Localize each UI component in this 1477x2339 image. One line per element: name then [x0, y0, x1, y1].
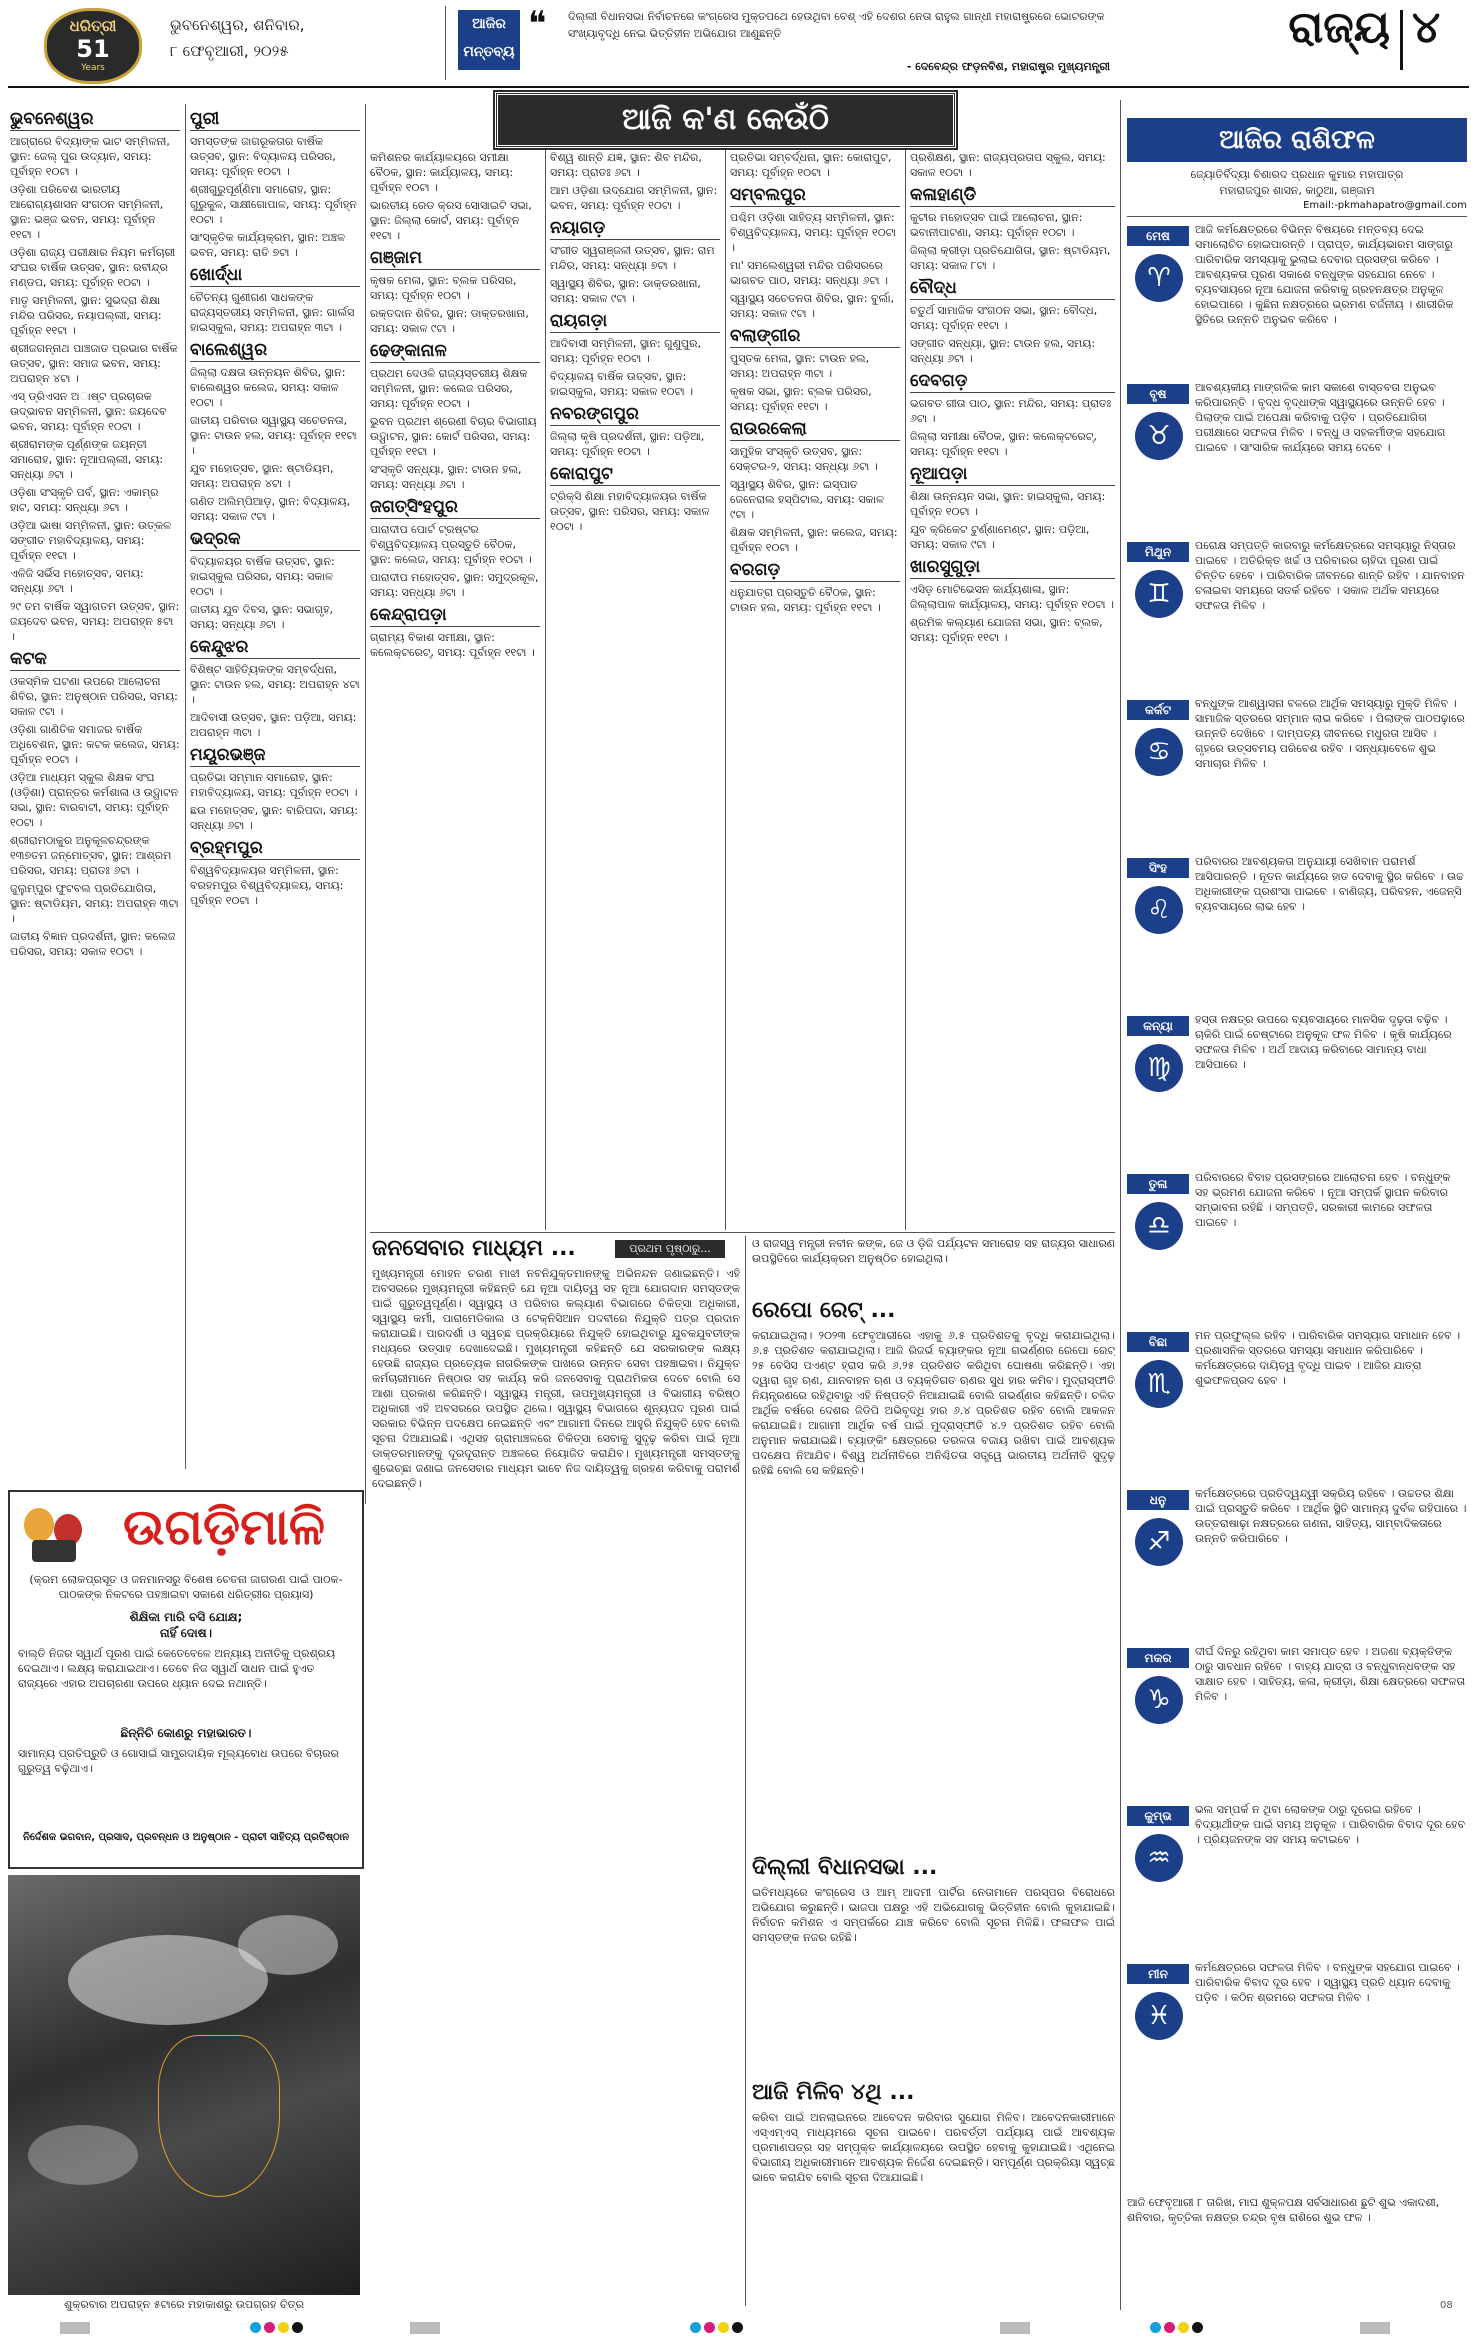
- rashi-name: କୁମ୍ଭ: [1127, 1806, 1189, 1826]
- events-column-4: [550, 150, 720, 1230]
- page-code: 08: [1440, 2300, 1453, 2311]
- aaji-title: ଆଜି ମିଳିବ ୪ଥି ...: [752, 2080, 915, 2105]
- color-dot-cyan: [250, 2322, 261, 2333]
- rashifal-address: ମହାରାଜପୁର ଶାସନ, କାଠୁଆ, ଗଞ୍ଜାମ: [1219, 184, 1375, 197]
- rashi-prediction: ଆଜି କର୍ମକ୍ଷେତ୍ରରେ ବିଭିନ୍ନ ବିଷୟରେ ମନ୍ତବ୍ୟ ଦେଇ ସମାଲୋଚିତ ହୋଇପାରନ୍ତି । ପ୍ରାପ୍ତ, କାର୍ଯ୍ୟଭାରମ ସାଙ୍ଗରୁ ପାରିବାରିକ ସମସ୍ୟାକୁ ଭୁଲାଇ ଦେବାର ପ୍ରସଙ୍ଗ କରିବେ । ଆବଶ୍ୟକତା ପୂରଣ ସକାଶେ ବନ୍ଧୁଙ୍କ ସହଯୋଗ ନେବେ । ବ୍ୟବସାୟରେ ନୂଆ ଯୋଜନା କରିବାକୁ ଗ୍ରହନକ୍ଷତ୍ର ଅନୁକୂଳ ହୋଇପାରେ । କୁଛିନା ନକ୍ଷତ୍ରରେ ଭ୍ରମଣ ବର୍ଜନୀୟ । ଶାରୀରିକ ସ୍ଥିତିରେ ଉନ୍ନତି ଅନୁଭବ କରିବେ ।: [1195, 223, 1454, 326]
- repo-title: ରେପୋ ରେଟ୍ ...: [752, 1298, 896, 1323]
- ugadimali-title: ଉଗଡ଼ିମାଳି: [123, 1498, 325, 1556]
- event-item: ଗଣିତ ଅଲିମ୍ପିଆଡ଼, ସ୍ଥାନ: ବିଦ୍ୟାଳୟ, ସମୟ: ସକାଳ ୯ଟା ।: [190, 495, 351, 523]
- event-item: ଛଉ ମହୋତ୍ସବ, ସ୍ଥାନ: ବାରିପଦା, ସମୟ: ସନ୍ଧ୍ୟା ୬ଟା ।: [190, 804, 358, 832]
- event-item: ଜିଲ୍ଲା ସମୀକ୍ଷା ବୈଠକ, ସ୍ଥାନ: କଲେକ୍ଟରେଟ୍, ସମୟ: ପୂର୍ବାହ୍ନ ୧୧ଟା ।: [910, 430, 1097, 458]
- comment-label: [458, 10, 520, 70]
- rashi-name: କର୍କଟ: [1127, 700, 1189, 720]
- city-heading: ମୟୂରଭଞ୍ଜ: [190, 744, 360, 767]
- registration-bar: [1000, 2322, 1030, 2334]
- city-heading: କୋରାପୁଟ: [550, 463, 720, 486]
- rashifal-list: [1127, 222, 1467, 2137]
- rashi-prediction: କର୍ମକ୍ଷେତ୍ରରେ ପ୍ରତିଦ୍ୱନ୍ଦ୍ୱୀ ସକ୍ରିୟ ରହିବେ । ଉଚ୍ଚତର ଶିକ୍ଷା ପାଇଁ ପ୍ରସ୍ତୁତି କରିବେ । ଆର୍ଥିକ ସ୍ଥିତି ସାମାନ୍ୟ ଦୁର୍ବଳ ରହିପାରେ । ଉତ୍ତରାଷାଢ଼ା ନକ୍ଷତ୍ରରେ ଗଣନା, ସାହିତ୍ୟ, ସାମ୍ବାଦିକତାରେ ଉନ୍ନତି କରିପାରିବେ ।: [1195, 1487, 1467, 1545]
- logo-years-label: Years: [81, 63, 105, 73]
- rashi-name: କନ୍ୟା: [1127, 1016, 1189, 1036]
- rashi-item: [1127, 1328, 1467, 1486]
- column-rule: [185, 104, 186, 1469]
- zodiac-icon: ♎: [1135, 1202, 1183, 1250]
- rashi-item: [1127, 1960, 1467, 2118]
- city-heading: କଳାହାଣ୍ଡି: [910, 184, 1115, 207]
- rashi-name: ମୀନ: [1127, 1964, 1189, 1984]
- cartoon-face-icon: [18, 1504, 88, 1564]
- city-heading: ଭୁବନେଶ୍ୱର: [10, 108, 180, 131]
- masthead: [0, 0, 1477, 86]
- city-heading: ନୂଆପଡ଼ା: [910, 463, 1115, 486]
- dateline: [170, 12, 370, 64]
- rashi-name: ମେଷ: [1127, 226, 1189, 246]
- janseva-title: ଜନସେବାର ମାଧ୍ୟମ ...: [372, 1236, 576, 1261]
- zodiac-icon: ♓: [1135, 1992, 1183, 2040]
- masthead-divider: [445, 6, 446, 80]
- event-item: ସାଂସ୍କୃତିକ କାର୍ଯ୍ୟକ୍ରମ, ସ୍ଥାନ: ଅଞ୍ଚଳ ଭବନ, ସମୟ: ରାତି ୭ଟା ।: [190, 231, 346, 259]
- event-item: କୃଷକ ମେଳା, ସ୍ଥାନ: ବ୍ଲକ ପରିସର, ସମୟ: ପୂର୍ବାହ୍ନ ୧୦ଟା ।: [370, 274, 517, 302]
- column-rule: [1120, 100, 1121, 2310]
- city-heading: ଭଦ୍ରକ: [190, 528, 360, 551]
- event-item: ମାତୃ ସମ୍ମିଳନୀ, ସ୍ଥାନ: ସୁଭଦ୍ରା ଶିକ୍ଷା ମନ୍ଦିର ପରିସର, ନୟାପଲ୍ଲୀ, ସମୟ: ପୂର୍ବାହ୍ନ ୧୧ଟା ।: [10, 294, 162, 337]
- zodiac-icon: ♌: [1135, 886, 1183, 934]
- color-dot-yellow: [278, 2322, 289, 2333]
- event-item: ଆଦିବାସୀ ସମ୍ମିଳନୀ, ସ୍ଥାନ: ଗୁଣୁପୁର, ସମୟ: ପୂର୍ବାହ୍ନ ୧୦ଟା ।: [550, 337, 701, 365]
- events-column-3: [370, 150, 540, 1230]
- event-item: ପଶ୍ଚିମ ଓଡ଼ିଶା ସାହିତ୍ୟ ସମ୍ମିଳନୀ, ସ୍ଥାନ: ବିଶ୍ୱବିଦ୍ୟାଳୟ, ସମୟ: ପୂର୍ବାହ୍ନ ୧୦ଟା ।: [730, 211, 896, 254]
- event-item: ଗ୍ରାମ୍ୟ ବିକାଶ ସମୀକ୍ଷା, ସ୍ଥାନ: କଲେକ୍ଟରେଟ୍, ସମୟ: ପୂର୍ବାହ୍ନ ୧୧ଟା ।: [370, 631, 535, 659]
- janseva-body: ମୁଖ୍ୟମନ୍ତ୍ରୀ ମୋହନ ଚରଣ ମାଝୀ ନବନିଯୁକ୍ତମାନଙ୍କୁ ଅଭିନନ୍ଦନ ଜଣାଇଛନ୍ତି। ଏହି ଅବସରରେ ମୁଖ୍ୟମନ୍ତ୍ରୀ କହିଛନ୍ତି ଯେ ନୂଆ ଦାୟିତ୍ୱ ସହ ନୂଆ ଯୋଗଦାନ ସମସ୍ତଙ୍କ ପାଇଁ ଗୁରୁତ୍ୱପୂର୍ଣ୍ଣ। ସ୍ୱାସ୍ଥ୍ୟ ଓ ପରିବାର କଲ୍ୟାଣ ବିଭାଗରେ ଚିକିତ୍ସା ଅଧିକାରୀ, ସ୍ୱାସ୍ଥ୍ୟ କର୍ମୀ, ପାରାମେଡିକାଲ ଓ ଟେକ୍ନିସିଆନ ପଦବୀରେ ନିଯୁକ୍ତି ପତ୍ର ପ୍ରଦାନ କରାଯାଇଛି। ପାରଦର୍ଶୀ ଓ ସ୍ୱଚ୍ଛ ପ୍ରକ୍ରିୟାରେ ନିଯୁକ୍ତି ହୋଇଥିବାରୁ ଯୁବକଯୁବତୀଙ୍କ ମଧ୍ୟରେ ଉତ୍ସାହ ଦେଖାଦେଇଛି। ମୁଖ୍ୟମନ୍ତ୍ରୀ କହିଛନ୍ତି ଯେ ସରକାରଙ୍କ ଲକ୍ଷ୍ୟ ହେଉଛି ରାଜ୍ୟର ପ୍ରତ୍ୟେକ ନାଗରିକଙ୍କ ପାଖରେ ଉନ୍ନତ ସେବା ପହଞ୍ଚାଇବା। ନିଯୁକ୍ତ କର୍ମଚାରୀମାନେ ନିଷ୍ଠାର ସହ କାର୍ଯ୍ୟ କରି ଜନସେବାକୁ ପ୍ରାଥମିକତା ଦେବେ ବୋଲି ସେ ଆଶା ପ୍ରକାଶ କରିଛନ୍ତି। ସ୍ୱାସ୍ଥ୍ୟ ମନ୍ତ୍ରୀ, ଉପମୁଖ୍ୟମନ୍ତ୍ରୀ ଓ ବିଭାଗୀୟ ବରିଷ୍ଠ ଅଧିକାରୀ ଏହି ଅବସରରେ ଉପସ୍ଥିତ ଥିଲେ। ସ୍ୱାସ୍ଥ୍ୟ ବିଭାଗରେ ଶୂନ୍ୟପଦ ପୂରଣ ପାଇଁ ସରକାର ବିଭିନ୍ନ ପଦକ୍ଷେପ ନେଇଛନ୍ତି ଏବଂ ଆଗାମୀ ଦିନରେ ଆହୁରି ନିଯୁକ୍ତି ହେବ ବୋଲି ସୂଚନା ଦିଆଯାଇଛି। ଏଥିସହ ଗ୍ରାମାଞ୍ଚଳରେ ଚିକିତ୍ସା ସେବାକୁ ସୁଦୃଢ଼ କରିବା ପାଇଁ ନୂଆ ଡାକ୍ତରମାନଙ୍କୁ ଦୂରଦୂରାନ୍ତ ଅଞ୍ଚଳରେ ନିୟୋଜିତ କରାଯିବ। ମୁଖ୍ୟମନ୍ତ୍ରୀ ସମସ୍ତଙ୍କୁ ଶୁଭେଚ୍ଛା ଜଣାଇ ଜନସେବାର ମାଧ୍ୟମ ଭାବେ ନିଜ ଦାୟିତ୍ୱକୁ ଗ୍ରହଣ କରିବାକୁ ପରାମର୍ଶ ଦେଇଛନ୍ତି।: [372, 1267, 740, 1490]
- event-item: ଚୈତନ୍ୟ ଗୁଣୀଗଣ ସାଧକଙ୍କ ରାଜ୍ୟସ୍ତରୀୟ ସମ୍ମିଳନୀ, ସ୍ଥାନ: ଗାର୍ଲସ ହାଇସ୍କୁଲ, ସମୟ: ଅପରାହ୍ନ ୩ଟା ।: [190, 291, 355, 334]
- event-item: ସଂଗୀତ ସ୍ୱରାଞ୍ଜଳୀ ଉତ୍ସବ, ସ୍ଥାନ: ରାମ ମନ୍ଦିର, ସମୟ: ସନ୍ଧ୍ୟା ୭ଟା ।: [550, 244, 715, 272]
- city-heading: ନୟାଗଡ଼: [550, 217, 720, 240]
- story-rule: [370, 1232, 1115, 1233]
- rashi-prediction: ଦୀର୍ଘ ଦିନରୁ ରହିଥିବା କାମ ସମାପ୍ତ ହେବ । ଅଜଣା ବ୍ୟକ୍ତିଙ୍କ ଠାରୁ ସାବଧାନ ରହିବେ । ବାହ୍ୟ ଯାତ୍ରା ଓ ବନ୍ଧୁବାନ୍ଧବଙ୍କ ସହ ସାକ୍ଷାତ ହେବ । ସାହିତ୍ୟ, କଳା, କ୍ରୀଡ଼ା, ଶିକ୍ଷା କ୍ଷେତ୍ରରେ ସଫଳତା ମିଳିବ ।: [1195, 1645, 1466, 1703]
- rashi-item: [1127, 696, 1467, 854]
- event-item: ପୁସ୍ତକ ମେଳା, ସ୍ଥାନ: ଟାଉନ ହଲ, ସମୟ: ଅପରାହ୍ନ ୩ଟା ।: [730, 352, 870, 380]
- rashifal-email: Email:-pkmahapatro@gmail.com: [1303, 200, 1467, 211]
- events-column-6: [910, 150, 1115, 1230]
- column-rule: [365, 104, 366, 1504]
- event-item: ସାମୁହିକ ସଂସ୍କୃତି ଉତ୍ସବ, ସ୍ଥାନ: ସେକ୍ଟର-୨, ସମୟ: ସନ୍ଧ୍ୟା ୬ଟା ।: [730, 445, 878, 473]
- rashi-prediction: ପରିବାରରେ ବିବାହ ପ୍ରସଙ୍ଗରେ ଆଲୋଚନା ହେବ । ବନ୍ଧୁଙ୍କ ସହ ଭ୍ରମଣ ଯୋଜନା କରିବେ । ନୂଆ ସମ୍ପର୍କ ସ୍ଥାପନ କରିବାର ସମ୍ଭାବନା ରହିଛି । ସମ୍ପତ୍ତି, ସରକାରୀ କାମରେ ସଫଳତା ପାଇବେ ।: [1195, 1171, 1451, 1229]
- event-item: ମା' ସମଲେଶ୍ୱରୀ ମନ୍ଦିର ପରିସରରେ ଭାଗବତ ପାଠ, ସମୟ: ସନ୍ଧ୍ୟା ୬ଟା ।: [730, 259, 888, 287]
- continued-label: ପ୍ରଥମ ପୃଷ୍ଠାରୁ...: [615, 1240, 725, 1258]
- zodiac-icon: ♐: [1135, 1518, 1183, 1566]
- city-heading: ସମ୍ବଲପୁର: [730, 184, 900, 207]
- column-rule: [745, 1236, 746, 2306]
- event-item: ଓଡ଼ିଶା ଗାଣିତିକ ସମାଜର ବାର୍ଷିକ ଅଧିବେଶନ, ସ୍ଥାନ: କଟକ କଲେଜ, ସମୟ: ପୂର୍ବାହ୍ନ ୧୦ଟା ।: [10, 723, 180, 766]
- event-item: ଜୁଲୁମ୍ପୁର ଫୁଟବଲ ପ୍ରତିଯୋଗିତା, ସ୍ଥାନ: ଷ୍ଟାଡିୟମ, ସମୟ: ଅପରାହ୍ନ ୩ଟା ।: [10, 882, 179, 925]
- registration-bar: [1360, 2322, 1390, 2334]
- event-item: ଜାତୀୟ ଯୁବ ଦିବସ, ସ୍ଥାନ: ସଭାଗୃହ, ସମୟ: ସନ୍ଧ୍ୟା ୬ଟା ।: [190, 603, 334, 631]
- rashi-prediction: ହସ୍ତା ନକ୍ଷତ୍ର ଉପରେ ବ୍ୟବସାୟରେ ମାନସିକ ଦୃଢ଼ତା ବଢ଼ିବ । ଚାକିରି ପାଇଁ ଚେଷ୍ଟାରେ ଅନୁକୂଳ ଫଳ ମିଳିବ । କୃଷି କାର୍ଯ୍ୟରେ ସଫଳତା ମିଳିବ । ଅର୍ଥ ଆଦାୟ କରିବାରେ ସାମାନ୍ୟ ବାଧା ଆସିପାରେ ।: [1195, 1013, 1452, 1071]
- event-item: ଶ୍ରୀରାମଙ୍କ ପୂର୍ଣ୍ଣଙ୍କ ଜୟନ୍ତୀ ସମାରୋହ, ସ୍ଥାନ: ନୂଆପଲ୍ଲୀ, ସମୟ: ସନ୍ଧ୍ୟା ୬ଟା ।: [10, 438, 164, 481]
- section-divider: [1400, 10, 1403, 70]
- rashi-item: [1127, 1012, 1467, 1170]
- event-item: ପାରାଦୀପ ମହୋତ୍ସବ, ସ୍ଥାନ: ସମୁଦ୍ରକୂଳ, ସମୟ: ସନ୍ଧ୍ୟା ୬ଟା ।: [370, 571, 539, 599]
- event-item: ଜାତୀୟ ବିଜ୍ଞାନ ପ୍ରଦର୍ଶନୀ, ସ୍ଥାନ: କଲେଜ ପରିସର, ସମୟ: ସକାଳ ୧୦ଟା ।: [10, 930, 176, 958]
- ugadimali-heading-2: ନାହିଁ ଦୋଷ।: [159, 1626, 213, 1640]
- ugadimali-credit: ନିର୍ଦ୍ଦେଶକ ଭଗବାନ, ପ୍ରସାଦ, ପ୍ରବନ୍ଧନ ଓ ଅନୁଷ୍ଠାନ - ପ୍ରାଚୀ ସାହିତ୍ୟ ପ୍ରତିଷ୍ଠାନ: [22, 1832, 350, 1843]
- rashi-item: [1127, 1644, 1467, 1802]
- rashifal-author: ଜ୍ୟୋତିର୍ବିଦ୍ୟା ବିଶାରଦ ପ୍ରଧାନ କୁମାର ମହାପାତ୍ର: [1190, 168, 1404, 181]
- ugadimali-heading-3: ଛିନ୍ନିଚି କୋଣରୁ ମହାଭାରତ।: [120, 1726, 252, 1740]
- rashi-item: [1127, 538, 1467, 696]
- aaji-body: କରିବା ପାଇଁ ଅନଲାଇନରେ ଆବେଦନ କରିବାର ସୁଯୋଗ ମିଳିବ। ଆବେଦନକାରୀମାନେ ଏସ୍‌ଏମ୍‌ଏସ୍ ମାଧ୍ୟମରେ ସୂଚନା ପାଇବେ। ପରବର୍ତ୍ତୀ ପର୍ଯ୍ୟାୟ ପାଇଁ ଆବଶ୍ୟକ ପ୍ରମାଣପତ୍ର ସହ ସମ୍ପୃକ୍ତ କାର୍ଯ୍ୟାଳୟରେ ଉପସ୍ଥିତ ହେବାକୁ କୁହାଯାଇଛି। ଏଥିନେଇ ବିଭାଗୀୟ ଅଧିକାରୀମାନେ ଆବଶ୍ୟକ ନିର୍ଦ୍ଦେଶ ଦେଇଛନ୍ତି। ସମ୍ପୂର୍ଣ୍ଣ ପ୍ରକ୍ରିୟା ସ୍ୱଚ୍ଛ ଭାବେ କରାଯିବ ବୋଲି ସୂଚନା ଦିଆଯାଇଛି।: [752, 2111, 1115, 2184]
- zodiac-icon: ♑: [1135, 1676, 1183, 1724]
- city-heading: ପୁରୀ: [190, 108, 360, 131]
- delhi-title: ଦିଲ୍ଲୀ ବିଧାନସଭା ...: [752, 1855, 938, 1880]
- zodiac-icon: ♉: [1135, 412, 1183, 460]
- event-item: ଓଡ଼ିଆ ମାଧ୍ୟମ ସ୍କୁଲ ଶିକ୍ଷକ ସଂଘ (ଓଡ଼ିଶା) ପ୍ରାନ୍ତର କର୍ମଶାଳା ଓ ଉଦ୍ଘାଟନ ସଭା, ସ୍ଥାନ: ବାରବାଟୀ, ସମୟ: ପୂର୍ବାହ୍ନ ୧୦ଟା ।: [10, 771, 179, 829]
- rashi-prediction: ପରୋକ୍ଷ ସମ୍ପତ୍ତି କାରବାରୁ କର୍ମକ୍ଷେତ୍ରରେ ସମସ୍ୟାରୁ ନିସ୍ତାର ପାଇବେ । ଅତିରିକ୍ତ ଖର୍ଚ୍ଚ ଓ ପରିବାରର ଚାହିଦା ପୂରଣ ପାଇଁ ଚିନ୍ତିତ ହେବେ । ପାରିବାରିକ ଜୀବନରେ ଶାନ୍ତି ରହିବ । ଯାନବାହନ ଚଳାଇବା ସମୟରେ ସତର୍କ ରହିବେ । ସକାଳ ଅର୍ଥକ ସମୟରେ ସଫଳତା ମିଳିବ ।: [1195, 539, 1465, 612]
- rashi-item: [1127, 1486, 1467, 1644]
- rashifal-title: ଆଜିର ରାଶିଫଳ: [1219, 125, 1375, 155]
- event-item: ବିଶ୍ୱ ଶାନ୍ତି ଯଜ୍ଞ, ସ୍ଥାନ: ଶିବ ମନ୍ଦିର, ସମୟ: ପ୍ରାତଃ ୬ଟା ।: [550, 151, 702, 179]
- quote-icon: ❝: [528, 4, 547, 44]
- event-item: ସ୍ୱାସ୍ଥ୍ୟ ଶିବିର, ସ୍ଥାନ: ଡାକ୍ତରଖାନା, ସମୟ: ସକାଳ ୯ଟା ।: [550, 277, 701, 305]
- event-item: ସଙ୍ଗୀତ ସନ୍ଧ୍ୟା, ସ୍ଥାନ: ଟାଉନ ହଲ, ସମୟ: ସନ୍ଧ୍ୟା ୬ଟା ।: [910, 337, 1096, 365]
- city-heading: ଜଗତ୍ସିଂହପୁର: [370, 496, 540, 519]
- color-dot-magenta: [1164, 2322, 1175, 2333]
- page-number: ୪: [1412, 2, 1441, 53]
- event-item: ଓଡ଼ିଶା ରାଜ୍ୟ ପରୀକ୍ଷାର ନିୟମ କର୍ମଚାରୀ ସଂଘର ବାର୍ଷିକ ଉତ୍ସବ, ସ୍ଥାନ: ରବୀନ୍ଦ୍ର ମଣ୍ଡପ, ସମୟ: ପୂର୍ବାହ୍ନ ୧୦ଟା ।: [10, 246, 176, 289]
- event-item: ଓଡ଼ିଆ ଭାଷା ସମ୍ମିଳନୀ, ସ୍ଥାନ: ଉତ୍କଳ ସଙ୍ଗୀତ ମହାବିଦ୍ୟାଳୟ, ସମୟ: ପୂର୍ବାହ୍ନ ୧୧ଟା ।: [10, 519, 172, 562]
- city-heading: ବୌଦ୍ଧ: [910, 277, 1115, 300]
- event-item: ଜିଲ୍ଲା ଦକ୍ଷତା ଉନ୍ନୟନ ଶିବିର, ସ୍ଥାନ: ବାଲେଶ୍ୱର କଲେଜ, ସମୟ: ସକାଳ ୧୦ଟା ।: [190, 366, 346, 409]
- color-dot-magenta: [264, 2322, 275, 2333]
- event-item: ଶ୍ରମିକ କଲ୍ୟାଣ ଯୋଜନା ସଭା, ସ୍ଥାନ: ବ୍ଲକ, ସମୟ: ପୂର୍ବାହ୍ନ ୧୧ଟା ।: [910, 616, 1103, 644]
- rashi-name: ସିଂହ: [1127, 858, 1189, 878]
- rashi-name: ମିଥୁନ: [1127, 542, 1189, 562]
- rashi-name: ବୃଷ: [1127, 384, 1189, 404]
- event-item: କୃଷକ ସଭା, ସ୍ଥାନ: ବ୍ଲକ ପରିସର, ସମୟ: ପୂର୍ବାହ୍ନ ୧୧ଟା ।: [730, 385, 872, 413]
- rashi-prediction: କର୍ମକ୍ଷେତ୍ରରେ ସଫଳତା ମିଳିବ । ବନ୍ଧୁଙ୍କ ସହଯୋଗ ପାଇବେ । ପାରିବାରିକ ବିବାଦ ଦୂର ହେବ । ସ୍ୱାସ୍ଥ୍ୟ ପ୍ରତି ଧ୍ୟାନ ଦେବାକୁ ପଡ଼ିବ । କଠିନ ଶ୍ରମରେ ସଫଳତା ମିଳିବ ।: [1195, 1961, 1460, 2004]
- registration-bar: [410, 2322, 440, 2334]
- event-item: ଏସିଡ଼ ମୋଟିଭେସନ କାର୍ଯ୍ୟଶାଳା, ସ୍ଥାନ: ଜିଲ୍ଲାପାଳ କାର୍ଯ୍ୟାଳୟ, ସମୟ: ପୂର୍ବାହ୍ନ ୧୦ଟା ।: [910, 583, 1114, 611]
- event-item: ବିଶିଷ୍ଟ ସାହିତ୍ୟିକଙ୍କ ସମ୍ବର୍ଦ୍ଧନା, ସ୍ଥାନ: ଟାଉନ ହଲ, ସମୟ: ଅପରାହ୍ନ ୪ଟା ।: [190, 663, 360, 706]
- zodiac-icon: ♒: [1135, 1834, 1183, 1882]
- color-dot-yellow: [718, 2322, 729, 2333]
- event-item: ଶ୍ରୀଗୁରୁପୂର୍ଣ୍ଣିମା ସମାରୋହ, ସ୍ଥାନ: ଗୁରୁକୁଳ, ସାକ୍ଷୀଗୋପାଳ, ସମୟ: ପୂର୍ବାହ୍ନ ୧୦ଟା ।: [190, 183, 357, 226]
- satellite-caption: ଶୁକ୍ରବାର ଅପରାହ୍ନ ୫ଟାରେ ମହାକାଶରୁ ଉପଗ୍ରହ ଚିତ୍ର: [64, 2298, 304, 2311]
- city-heading: ବ୍ରହ୍ମପୁର: [190, 837, 360, 860]
- ugadimali-paragraph-2: ସାମାନ୍ୟ ପ୍ରତିପ୍ରୁତି ଓ ଗୋସାଇଁ ସାମ୍ପ୍ରଦାୟିକ ମୂଲ୍ୟବୋଧ ଉପରେ ବିଚାରର ଗୁରୁତ୍ୱ ବଢ଼ିଥାଏ।: [18, 1747, 339, 1775]
- event-item: ୨୯ ତମ ବାର୍ଷିକ ସ୍ୱାଗତମ ଉତ୍ସବ, ସ୍ଥାନ: ଜୟଦେବ ଭବନ, ସମୟ: ଅପରାହ୍ନ ୫ଟା ।: [10, 600, 180, 643]
- event-item: ଓଡ଼ିଶା ପରିବେଶ ଭାରତୀୟ ଆରୋଗ୍ୟଶାସନ ସଂଗଠନ ସମ୍ମିଳନୀ, ସ୍ଥାନ: ଭଞ୍ଜ ଭବନ, ସମୟ: ପୂର୍ବାହ୍ନ ୧୧ଟା ।: [10, 183, 164, 241]
- zodiac-icon: ♊: [1135, 570, 1183, 618]
- event-item: ଜାତୀୟ ପରିବାର ସ୍ୱାସ୍ଥ୍ୟ ସଚେତନତା, ସ୍ଥାନ: ଟାଉନ ହଲ, ସମୟ: ପୂର୍ବାହ୍ନ ୧୧ଟା ।: [190, 414, 357, 457]
- event-item: ଜିଲ୍ଲା କ୍ରୀଡ଼ା ପ୍ରତିଯୋଗିତା, ସ୍ଥାନ: ଷ୍ଟାଡିୟମ, ସମୟ: ସକାଳ ୮ଟା ।: [910, 244, 1111, 272]
- event-item: ବିଶ୍ୱବିଦ୍ୟାଳୟର ସମ୍ମିଳନୀ, ସ୍ଥାନ: ବରହମପୁର ବିଶ୍ୱବିଦ୍ୟାଳୟ, ସମୟ: ପୂର୍ବାହ୍ନ ୧୦ଟା ।: [190, 864, 344, 907]
- event-item: ଭଗବତ ଗୀତା ପାଠ, ସ୍ଥାନ: ମନ୍ଦିର, ସମୟ: ପ୍ରାତଃ ୬ଟା ।: [910, 397, 1112, 425]
- event-item: ସଂସ୍କୃତି ସନ୍ଧ୍ୟା, ସ୍ଥାନ: ଟାଉନ ହଲ, ସମୟ: ସନ୍ଧ୍ୟା ୬ଟା ।: [370, 463, 522, 491]
- event-item: ଆଦିବାସୀ ଉତ୍ସବ, ସ୍ଥାନ: ପଡ଼ିଆ, ସମୟ: ଅପରାହ୍ନ ୩ଟା ।: [190, 711, 357, 739]
- logo-years: 51: [76, 35, 110, 63]
- logo-name: ଧରିତ୍ରୀ: [69, 17, 117, 35]
- event-item: କୁଟୀର ମହୋତ୍ସବ ପାଇଁ ଆଲୋଚନା, ସ୍ଥାନ: ଭବାନୀପାଟଣା, ସମୟ: ପୂର୍ବାହ୍ନ ୧୦ଟା ।: [910, 211, 1083, 239]
- rashi-name: ତୁଳା: [1127, 1174, 1189, 1194]
- city-heading: ରାୟଗଡ଼ା: [550, 310, 720, 333]
- event-item: ଶ୍ରୀଜଗନ୍ନାଥ ପାଞ୍ଚଜାତ ପ୍ରଭାର ବାର୍ଷିକ ଉତ୍ସବ, ସ୍ଥାନ: ସମାଜ ଭବନ, ସମୟ: ଅପରାହ୍ନ ୪ଟା ।: [10, 342, 178, 385]
- rashi-item: [1127, 222, 1467, 380]
- panjika-text: ଆଜି ଫେବୃଆରୀ ୮ ତାରିଖ, ମାଘ ଶୁକ୍ଳପକ୍ଷ ସର୍ବସାଧାରଣ ଛୁଟି ଶୁଭ ଏକାଦଶୀ, ଶନିବାର, କୃତ୍ତିକା ନକ୍ଷତ୍ର ଚନ୍ଦ୍ର ବୃଷ ରାଶିରେ ଶୁଭ ଫଳ ।: [1127, 2196, 1440, 2224]
- color-dot-cyan: [1150, 2322, 1161, 2333]
- color-dot-black: [292, 2322, 303, 2333]
- city-heading: ଗଞ୍ଜାମ: [370, 247, 540, 270]
- column-rule: [545, 150, 546, 1230]
- rashi-name: ମକର: [1127, 1648, 1189, 1668]
- quote-text: ଦିଲ୍ଲୀ ବିଧାନସଭା ନିର୍ବାଚନରେ କଂଗ୍ରେସ ମୁକ୍ତପଥେ ହେଉଥିବା ବେଶ୍ ଏହି ଦେଶର ନେତା ରାହୁଲ ଗାନ୍ଧୀ ମହାରାଷ୍ଟ୍ରରେ ଭୋଟରଙ୍କ ସଂଖ୍ୟାବୃଦ୍ଧି ନେଇ ଭିତ୍ତିହୀନ ଅଭିଯୋଗ ଆଣୁଛନ୍ତି: [568, 10, 1105, 40]
- city-heading: ଖୋର୍ଦ୍ଧା: [190, 264, 360, 287]
- event-item: ସ୍ୱାସ୍ଥ୍ୟ ଶିବିର, ସ୍ଥାନ: ଇସ୍ପାତ ଜେନେରାଲ ହସ୍ପିଟାଲ, ସମୟ: ସକାଳ ୯ଟା ।: [730, 478, 884, 521]
- event-item: ବିଦ୍ୟାଳୟର ବାର୍ଷିକ ଉତ୍ସବ, ସ୍ଥାନ: ହାଇସ୍କୁଲ ପରିସର, ସମୟ: ସକାଳ ୧୦ଟା ।: [190, 555, 335, 598]
- events-column-5: [730, 150, 900, 1230]
- ugadimali-box: [8, 1490, 364, 1869]
- rashi-item: [1127, 380, 1467, 538]
- event-item: ଶ୍ରୀରାମଠାକୁର ଅନୁକୂଳଚନ୍ଦ୍ରଙ୍କ ୧୩୭ତମ ଜନ୍ମୋତ୍ସବ, ସ୍ଥାନ: ଆଶ୍ରମ ପରିସର, ସମୟ: ପ୍ରାତଃ ୬ଟା ।: [10, 834, 172, 877]
- rashi-name: ବିଛା: [1127, 1332, 1189, 1352]
- rashi-item: [1127, 1170, 1467, 1328]
- color-dot-cyan: [690, 2322, 701, 2333]
- event-item: ଯୁବ କ୍ରିକେଟ ଟୁର୍ଣ୍ଣାମେଣ୍ଟ, ସ୍ଥାନ: ପଡ଼ିଆ, ସମୟ: ସକାଳ ୯ଟା ।: [910, 523, 1090, 551]
- event-item: ଆମ ଓଡ଼ିଶା ଉଦ୍‌ଯୋଗ ସମ୍ମିଳନୀ, ସ୍ଥାନ: ଭବନ, ସମୟ: ପୂର୍ବାହ୍ନ ୧୦ଟା ।: [550, 184, 718, 212]
- city-heading: କଟକ: [10, 648, 180, 671]
- event-item: ପ୍ରତିଭା ସମ୍ମାନ ସମାରୋହ, ସ୍ଥାନ: ମହାବିଦ୍ୟାଳୟ, ସମୟ: ପୂର୍ବାହ୍ନ ୧୦ଟା ।: [190, 771, 358, 799]
- rashi-prediction: ଆବଶ୍ୟକୀୟ ମାଙ୍ଗଳିକ କାମ ସକାଶେ ବାସ୍ତବତା ଅନୁଭବ କରିପାରନ୍ତି । ବୃଦ୍ଧ ବୃଦ୍ଧାଙ୍କ ସ୍ୱାସ୍ଥ୍ୟରେ ଉନ୍ନତି ହେବ । ପିଲାଙ୍କ ପାଇଁ ଅପେକ୍ଷା କରିବାକୁ ପଡ଼ିବ । ପ୍ରତିଯୋଗିତା ପରୀକ୍ଷାରେ ସଫଳତା ମିଳିବ । ବନ୍ଧୁ ଓ ସହକର୍ମୀଙ୍କ ସହଯୋଗ ପାଇବେ । ସାଂସାରିକ କାର୍ଯ୍ୟରେ ସମୟ ଦେବେ ।: [1195, 381, 1446, 454]
- color-dot-black: [732, 2322, 743, 2333]
- banner: [495, 92, 956, 148]
- color-dot-magenta: [704, 2322, 715, 2333]
- event-item: ଜିଲ୍ଲା କୃଷି ପ୍ରଦର୍ଶନୀ, ସ୍ଥାନ: ପଡ଼ିଆ, ସମୟ: ପୂର୍ବାହ୍ନ ୧୦ଟା ।: [550, 430, 705, 458]
- section-title: ରାଜ୍ୟ: [1288, 2, 1390, 53]
- event-item: ସ୍ୱାସ୍ଥ୍ୟ ସଚେତନତା ଶିବିର, ସ୍ଥାନ: ବୁର୍ଲା, ସମୟ: ସକାଳ ୯ଟା ।: [730, 292, 895, 320]
- city-heading: କେନ୍ଦ୍ରାପଡ଼ା: [370, 604, 540, 627]
- event-item: ଭାରତୀୟ ରେଡ କ୍ରସ ସୋସାଇଟି ସଭା, ସ୍ଥାନ: ଜିଲ୍ଲା କୋର୍ଟ, ସମୟ: ପୂର୍ବାହ୍ନ ୧୧ଟା ।: [370, 199, 532, 242]
- rashifal-rule: [1127, 216, 1467, 217]
- event-item: ଓକସ୍ମିକ ଘଟଣା ଉପରେ ଆଲୋଚନା ଶିବିର, ସ୍ଥାନ: ଅନୁଷ୍ଠାନ ପରିସର, ସମୟ: ସକାଳ ୯ଟା ।: [10, 675, 178, 718]
- city-heading: ଖାରସୁଗୁଡ଼ା: [910, 556, 1115, 579]
- rashi-prediction: ଭଲ ସମ୍ପର୍କ ନ ଥିବା ଲୋକଙ୍କ ଠାରୁ ଦୂରେଇ ରହିବେ । ବିଦ୍ୟାର୍ଥୀଙ୍କ ପାଇଁ ସମୟ ଅନୁକୂଳ । ପାରିବାରିକ ବିବାଦ ଦୂର ହେବ । ପ୍ରିୟଜନଙ୍କ ସହ ସମୟ କଟାଇବେ ।: [1195, 1803, 1466, 1846]
- zodiac-icon: ♈: [1135, 254, 1183, 302]
- event-item: ପ୍ରଥମ ଦେଓଳି ରାଜ୍ୟସ୍ତରୀୟ ଶିକ୍ଷକ ସମ୍ମିଳନୀ, ସ୍ଥାନ: କଲେଜ ପରିସର, ସମୟ: ପୂର୍ବାହ୍ନ ୧୦ଟା ।: [370, 367, 528, 410]
- city-heading: ନବରଙ୍ଗପୁର: [550, 403, 720, 426]
- zodiac-icon: ♏: [1135, 1360, 1183, 1408]
- color-dot-yellow: [1178, 2322, 1189, 2333]
- city-heading: ବଲାଙ୍ଗୀର: [730, 325, 900, 348]
- event-item: ଧନୁଯାତ୍ରା ପ୍ରସ୍ତୁତି ବୈଠକ, ସ୍ଥାନ: ଟାଉନ ହଲ, ସମୟ: ପୂର୍ବାହ୍ନ ୧୧ଟା ।: [730, 586, 881, 614]
- event-item: ଯୁବ ମହୋତ୍ସବ, ସ୍ଥାନ: ଷ୍ଟାଡିୟମ, ସମୟ: ଅପରାହ୍ନ ୪ଟା ।: [190, 462, 334, 490]
- event-item: ରକ୍ତଦାନ ଶିବିର, ସ୍ଥାନ: ଡାକ୍ତରଖାନା, ସମୟ: ସକାଳ ୯ଟା ।: [370, 307, 529, 335]
- ugadimali-heading-1: ଶିକ୍ଷିକା ମାରି ବସି ଯୋକ୍ଷ;: [129, 1610, 243, 1624]
- city-heading: ଦେବଗଡ଼: [910, 370, 1115, 393]
- quote-attribution: - ଦେବେନ୍ଦ୍ର ଫଡ଼ନବିଶ, ମହାରାଷ୍ଟ୍ର ମୁଖ୍ୟମନ୍ତ୍ରୀ: [906, 60, 1110, 73]
- rashi-item: [1127, 854, 1467, 1012]
- banner-title: ଆଜି କ'ଣ କେଉଁଠି: [622, 102, 829, 137]
- event-item: ଟ୍ରିକ୍ସି ଶିକ୍ଷା ମହାବିଦ୍ୟାଳୟର ବାର୍ଷିକ ଉତ୍ସବ, ସ୍ଥାନ: ପରିସର, ସମୟ: ସକାଳ ୧୦ଟା ।: [550, 490, 710, 533]
- event-item: ଶିକ୍ଷା ଉନ୍ନୟନ ସଭା, ସ୍ଥାନ: ହାଇସ୍କୁଲ, ସମୟ: ପୂର୍ବାହ୍ନ ୧୦ଟା ।: [910, 490, 1106, 518]
- zodiac-icon: ♋: [1135, 728, 1183, 776]
- rashi-prediction: ବନ୍ଧୁଙ୍କ ଆଶ୍ୱାସନା ବଳରେ ଆର୍ଥିକ ସମସ୍ୟାରୁ ମୁକ୍ତି ମିଳିବ । ସାମାଜିକ ସ୍ତରରେ ସମ୍ମାନ ଲାଭ କରିବେ । ପିଲାଙ୍କ ପାଠପଢ଼ାରେ ଉନ୍ନତି ଦେଖିବେ । ଦାମ୍ପତ୍ୟ ଜୀବନରେ ମଧୁରତା ଆସିବ । ଗୃହରେ ଉତ୍ସବମୟ ପରିବେଶ ରହିବ । ସନ୍ଧ୍ୟାବେଳେ ଶୁଭ ସମାଚାର ମିଳିବ ।: [1195, 697, 1465, 770]
- event-item: ଭୁବନ ପ୍ରଥମ ଶ୍ରେଣୀ ବିଚାର ବିଭାଗୀୟ ଉଦ୍ଘାଟନ, ସ୍ଥାନ: କୋର୍ଟ ପରିସର, ସମୟ: ପୂର୍ବାହ୍ନ ୧୧ଟା ।: [370, 415, 537, 458]
- ugadimali-subtitle: (କ୍ରମ ଲୋକପ୍ରସୂତ ଓ ଜନମାନସରୁ ବିଶେଷ ଚେତନା ଜାଗରଣ ପାଇଁ ପାଠକ-ପାଠକଙ୍କ ନିକଟରେ ପହଞ୍ଚାଇବା ସକାଶେ ଧରିତ୍ରୀର ପ୍ରୟାସ): [29, 1573, 343, 1601]
- rashi-prediction: ମନ ପ୍ରଫୁଲ୍ଲ ରହିବ । ପାରିବାରିକ ସମସ୍ୟାର ସମାଧାନ ହେବ । ପ୍ରଶାସନିକ ସ୍ତରରେ ସମସ୍ୟା ସମାଧାନ କରିପାରିବେ । କର୍ମକ୍ଷେତ୍ରରେ ଦାୟିତ୍ୱ ବୃଦ୍ଧି ପାଇବ । ଆଜିର ଯାତ୍ରା ଶୁଭଫଳପ୍ରଦ ହେବ ।: [1195, 1329, 1461, 1387]
- logo-badge: [44, 8, 142, 84]
- city-heading: ରାଉରକେଲା: [730, 418, 900, 441]
- event-item: ପ୍ରଶିକ୍ଷଣ, ସ୍ଥାନ: ରାଜ୍ୟପ୍ରତାପ ସ୍କୁଲ, ସମୟ: ସକାଳ ୧୦ଟା ।: [910, 151, 1106, 179]
- delhi-body: ଇତିମଧ୍ୟରେ କଂଗ୍ରେସ ଓ ଆମ୍ ଆଦମୀ ପାର୍ଟିର ନେତାମାନେ ପରସ୍ପର ବିରୋଧରେ ଅଭିଯୋଗ କରୁଛନ୍ତି। ଭାଜପା ପକ୍ଷରୁ ଏହି ଅଭିଯୋଗକୁ ଭିତ୍ତିହୀନ ବୋଲି କୁହାଯାଇଛି। ନିର୍ବାଚନ କମିଶନ ଏ ସମ୍ପର୍କରେ ଯାଞ୍ଚ କରିବେ ବୋଲି ସୂଚନା ମିଳିଛି। ଫଳାଫଳ ପାଇଁ ସମସ୍ତଙ୍କ ନଜର ରହିଛି।: [752, 1886, 1115, 1944]
- column-rule: [905, 150, 906, 1230]
- events-column-2: [190, 104, 360, 1504]
- comment-label-1: ଆଜିର: [472, 16, 506, 32]
- event-item: ବିଦ୍ୟାଳୟ ବାର୍ଷିକ ଉତ୍ସବ, ସ୍ଥାନ: ହାଇସ୍କୁଲ, ସମୟ: ସକାଳ ୧୦ଟା ।: [550, 370, 694, 398]
- event-item: ଚତୁର୍ଥ ସାମାଜିକ ସଂଗଠନ ସଭା, ସ୍ଥାନ: ବୌଦ୍ଧ, ସମୟ: ପୂର୍ବାହ୍ନ ୧୧ଟା ।: [910, 304, 1098, 332]
- event-item: ଏସ୍ ଡ୍ରିଏସନ ଅାଷ୍ଟ ପ୍ରଚାରକ ଉଦ୍ଭାବନ ସମ୍ମିଳନୀ, ସ୍ଥାନ: ଜୟଦେବ ଭବନ, ସମୟ: ପୂର୍ବାହ୍ନ ୧୦ଟା ।: [10, 390, 167, 433]
- ugadimali-paragraph-1: ବାଲ୍ତି ନିଜର ସ୍ୱାର୍ଥ ପୂରଣ ପାଇଁ କେତେବେଳେ ଅନ୍ୟାୟ ଅନୀତିକୁ ପ୍ରଶ୍ରୟ ଦେଇଥାଏ। ଲକ୍ଷ୍ୟ କରାଯାଇଥାଏ। ତେବେ ନିଜ ସ୍ୱାର୍ଥ ସାଧନ ପାଇଁ ହୁଏତ ରାଜ୍ୟରେ ଏହାର ଅପଚାରଣା ଉପରେ ଧ୍ୟାନ ଦେଇ ନଥାନ୍ତି।: [18, 1647, 336, 1690]
- city-heading: ବାଲେଶ୍ୱର: [190, 339, 360, 362]
- city-heading: ଢେଙ୍କାନାଳ: [370, 340, 540, 363]
- color-dot-black: [1192, 2322, 1203, 2333]
- event-item: ଆଗ୍ରାରେ ବିଦ୍ୟାଙ୍କ ଭାଟ ସମ୍ମିଳନୀ, ସ୍ଥାନ: ଜେଲ୍ ପୁର ଉଦ୍ୟାନ, ସମୟ: ପୂର୍ବାହ୍ନ ୧୦ଟା ।: [10, 135, 170, 178]
- rashifal-header: [1127, 118, 1467, 162]
- event-item: ପାରାଦୀପ ପୋର୍ଟ ଟ୍ରଷ୍ଟର ବିଶ୍ୱବିଦ୍ୟାଳୟ ପ୍ରସ୍ତୁତି ବୈଠକ, ସ୍ଥାନ: କଲେଜ, ସମୟ: ପୂର୍ବାହ୍ନ ୧୦ଟା ।: [370, 523, 532, 566]
- event-item: କମିଶନର କାର୍ଯ୍ୟାଳୟରେ ସମୀକ୍ଷା ବୈଠକ, ସ୍ଥାନ: କାର୍ଯ୍ୟାଳୟ, ସମୟ: ପୂର୍ବାହ୍ନ ୧୦ଟା ।: [370, 151, 514, 194]
- satellite-image: [8, 1875, 360, 2295]
- comment-label-2: ମନ୍ତବ୍ୟ: [463, 44, 515, 60]
- event-item: ପ୍ରତିଭା ସମ୍ବର୍ଦ୍ଧନା, ସ୍ଥାନ: କୋରାପୁଟ, ସମୟ: ପୂର୍ବାହ୍ନ ୧୦ଟା ।: [730, 151, 892, 179]
- rashi-name: ଧନୁ: [1127, 1490, 1189, 1510]
- repo-body: କରାଯାଇଥିଲା। ୨୦୨୩ ଫେବୃଆରୀରେ ଏହାକୁ ୬.୫ ପ୍ରତିଶତକୁ ବୃଦ୍ଧି କରାଯାଇଥିଲା। ୬.୫ ପ୍ରତିଶତ କରାଯାଇଥିଲା। ଆଜି ରିଜର୍ଭ ବ୍ୟାଙ୍କର ନୂଆ ଗଭର୍ଣ୍ଣର ରେପୋ ରେଟ୍ ୨୫ ବେସିସ ପଏଣ୍ଟ ହ୍ରାସ କରି ୬.୨୫ ପ୍ରତିଶତ କରିଥିବା ଘୋଷଣା କରିଛନ୍ତି। ଏହା ଦ୍ୱାରା ଗୃହ ଋଣ, ଯାନବାହନ ଋଣ ଓ ବ୍ୟକ୍ତିଗତ ଋଣର ସୁଧ ହାର କମିବ। ମୁଦ୍ରାସ୍ଫୀତି ନିୟନ୍ତ୍ରଣରେ ରହିଥିବାରୁ ଏହି ନିଷ୍ପତ୍ତି ନିଆଯାଇଛି ବୋଲି ଗଭର୍ଣ୍ଣର କହିଛନ୍ତି। ଚଳିତ ଆର୍ଥିକ ବର୍ଷରେ ଦେଶର ଜିଡିପି ଅଭିବୃଦ୍ଧି ହାର ୬.୪ ପ୍ରତିଶତ ରହିବ ବୋଲି ଆକଳନ କରାଯାଇଛି। ଆଗାମୀ ଆର୍ଥିକ ବର୍ଷ ପାଇଁ ମୁଦ୍ରାସ୍ଫୀତି ୪.୨ ପ୍ରତିଶତ ରହିବ ବୋଲି ଅନୁମାନ କରାଯାଇଛି। ବ୍ୟାଙ୍କିଂ କ୍ଷେତ୍ରରେ ତରଳତା ବଜାୟ ରଖିବା ପାଇଁ ଆବଶ୍ୟକ ପଦକ୍ଷେପ ନିଆଯିବ। ବିଶ୍ୱ ଅର୍ଥନୀତିରେ ଅନିଶ୍ଚିତତା ସତ୍ତ୍ୱେ ଭାରତୀୟ ଅର୍ଥନୀତି ସୁଦୃଢ଼ ରହିଛି ବୋଲି ସେ କହିଛନ୍ତି।: [752, 1329, 1115, 1477]
- dateline-day: ଭୁବନେଶ୍ୱର, ଶନିବାର,: [170, 16, 305, 34]
- repo-lead: ଓ ରାଜସ୍ୱ ମନ୍ତ୍ରୀ ନବୀନ କଙ୍କ, ଜେ ଓ ଡ଼ିଜି ପର୍ଯ୍ୟଟନ ସମାରୋହ ସହ ରାଜ୍ୟର ସାଧାରଣ ଉପସ୍ଥିତିରେ କାର୍ଯ୍ୟକ୍ରମ ଅନୁଷ୍ଠିତ ହୋଇଥିଲା।: [752, 1237, 1115, 1265]
- column-rule: [725, 150, 726, 1230]
- city-heading: ବରଗଡ଼: [730, 559, 900, 582]
- event-item: ଏଳିଜି ସର୍ଭିସ ମହୋତ୍ସବ, ସମୟ: ସନ୍ଧ୍ୟା ୬ଟା ।: [10, 567, 144, 595]
- registration-bar: [60, 2322, 90, 2334]
- city-heading: କେନ୍ଦୁଝର: [190, 636, 360, 659]
- rashi-item: [1127, 1802, 1467, 1960]
- masthead-rule: [8, 86, 1469, 88]
- dateline-date: ୮ ଫେବୃଆରୀ, ୨୦୨୫: [170, 42, 289, 60]
- events-column-1: [10, 104, 180, 1469]
- zodiac-icon: ♍: [1135, 1044, 1183, 1092]
- event-item: ଓଡ଼ିଶା ସଂସ୍କୃତି ପର୍ବ, ସ୍ଥାନ: ଏକାମ୍ର ହାଟ, ସମୟ: ସନ୍ଧ୍ୟା ୬ଟା ।: [10, 486, 159, 514]
- rashi-prediction: ପରିବାରର ଆବଶ୍ୟକତା ଅନୁଯାୟୀ ସେଖିବାନ ପରାମର୍ଶ ଆସିପାରନ୍ତି । ନୂତନ କାର୍ଯ୍ୟରେ ହାତ ଦେବାକୁ ସ୍ଥିର କରିବେ । ଉଚ୍ଚ ଅଧିକାରୀଙ୍କ ପ୍ରଶଂସା ପାଇବେ । ବାଣିଜ୍ୟ, ପରିବହନ, ଏଜେନ୍ସି ବ୍ୟବସାୟରେ ଲାଭ ହେବ ।: [1195, 855, 1464, 913]
- event-item: ଶିକ୍ଷକ ସମ୍ମିଳନୀ, ସ୍ଥାନ: କଲେଜ, ସମୟ: ପୂର୍ବାହ୍ନ ୧୦ଟା ।: [730, 526, 898, 554]
- event-item: ସମସ୍ତଙ୍କ ଜାଗରୂକତାର ବାର୍ଷିକ ଉତ୍ସବ, ସ୍ଥାନ: ବିଦ୍ୟାଳୟ ପରିସର, ସମୟ: ପୂର୍ବାହ୍ନ ୧୦ଟା ।: [190, 135, 336, 178]
